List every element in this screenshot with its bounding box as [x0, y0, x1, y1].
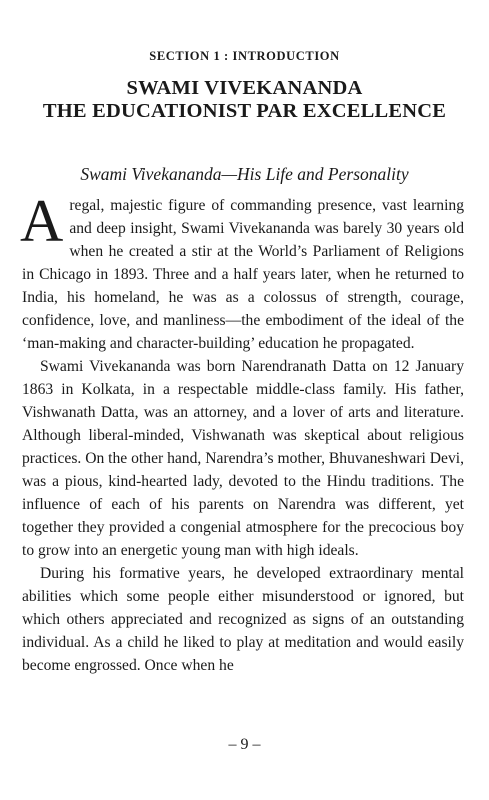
paragraph-3: During his formative years, he developed extraordinary mental abilities which some people either misunderstood or ignored, but which others appreciated and recognized as signs of an outstanding individual. As a child he liked to play at meditation and would easily become engrossed. Once when he [22, 565, 464, 674]
page-number: – 9 – [228, 736, 261, 753]
chapter-title-line-1: SWAMI VIVEKANANDA [126, 77, 363, 99]
chapter-title [0, 77, 489, 123]
drop-cap: A [20, 188, 64, 254]
chapter-title-line-2: THE EDUCATIONIST PAR EXCELLENCE [42, 100, 447, 122]
body-text [20, 188, 464, 677]
section-label: SECTION 1 : INTRODUCTION [149, 49, 340, 63]
section-subtitle: Swami Vivekananda—His Life and Personality [80, 164, 409, 184]
paragraph-2: Swami Vivekananda was born Narendranath Datta on 12 January 1863 in Kolkata, in a respectable middle-class family. His father, Vishwanath Datta, was an attorney, and a lover of arts and literature. Although liberal-minded, Vishwanath was skeptical about religious practices. On the other hand, Narendra’s mother, Bhuvaneshwari Devi, was a pious, kind-hearted lady, devoted to the Hindu traditions. The influence of each of his parents on Narendra was different, yet together they provided a congenial atmosphere for the precocious boy to grow into an energetic young man with high ideals. [22, 358, 464, 559]
paragraph-1 [20, 188, 464, 355]
paragraph-1-text: regal, majestic figure of commanding presence, vast learning and deep insight, Swami Vivekananda was barely 30 years old when he created a stir at the World’s Parliament of Religions in Chicago in 1893. Three and a half years later, when he returned to India, his homeland, he was as a colossus of strength, courage, confidence, love, and manliness—the embodiment of the ideal of the ‘man-making and character-building’ education he propagated. [22, 197, 464, 352]
